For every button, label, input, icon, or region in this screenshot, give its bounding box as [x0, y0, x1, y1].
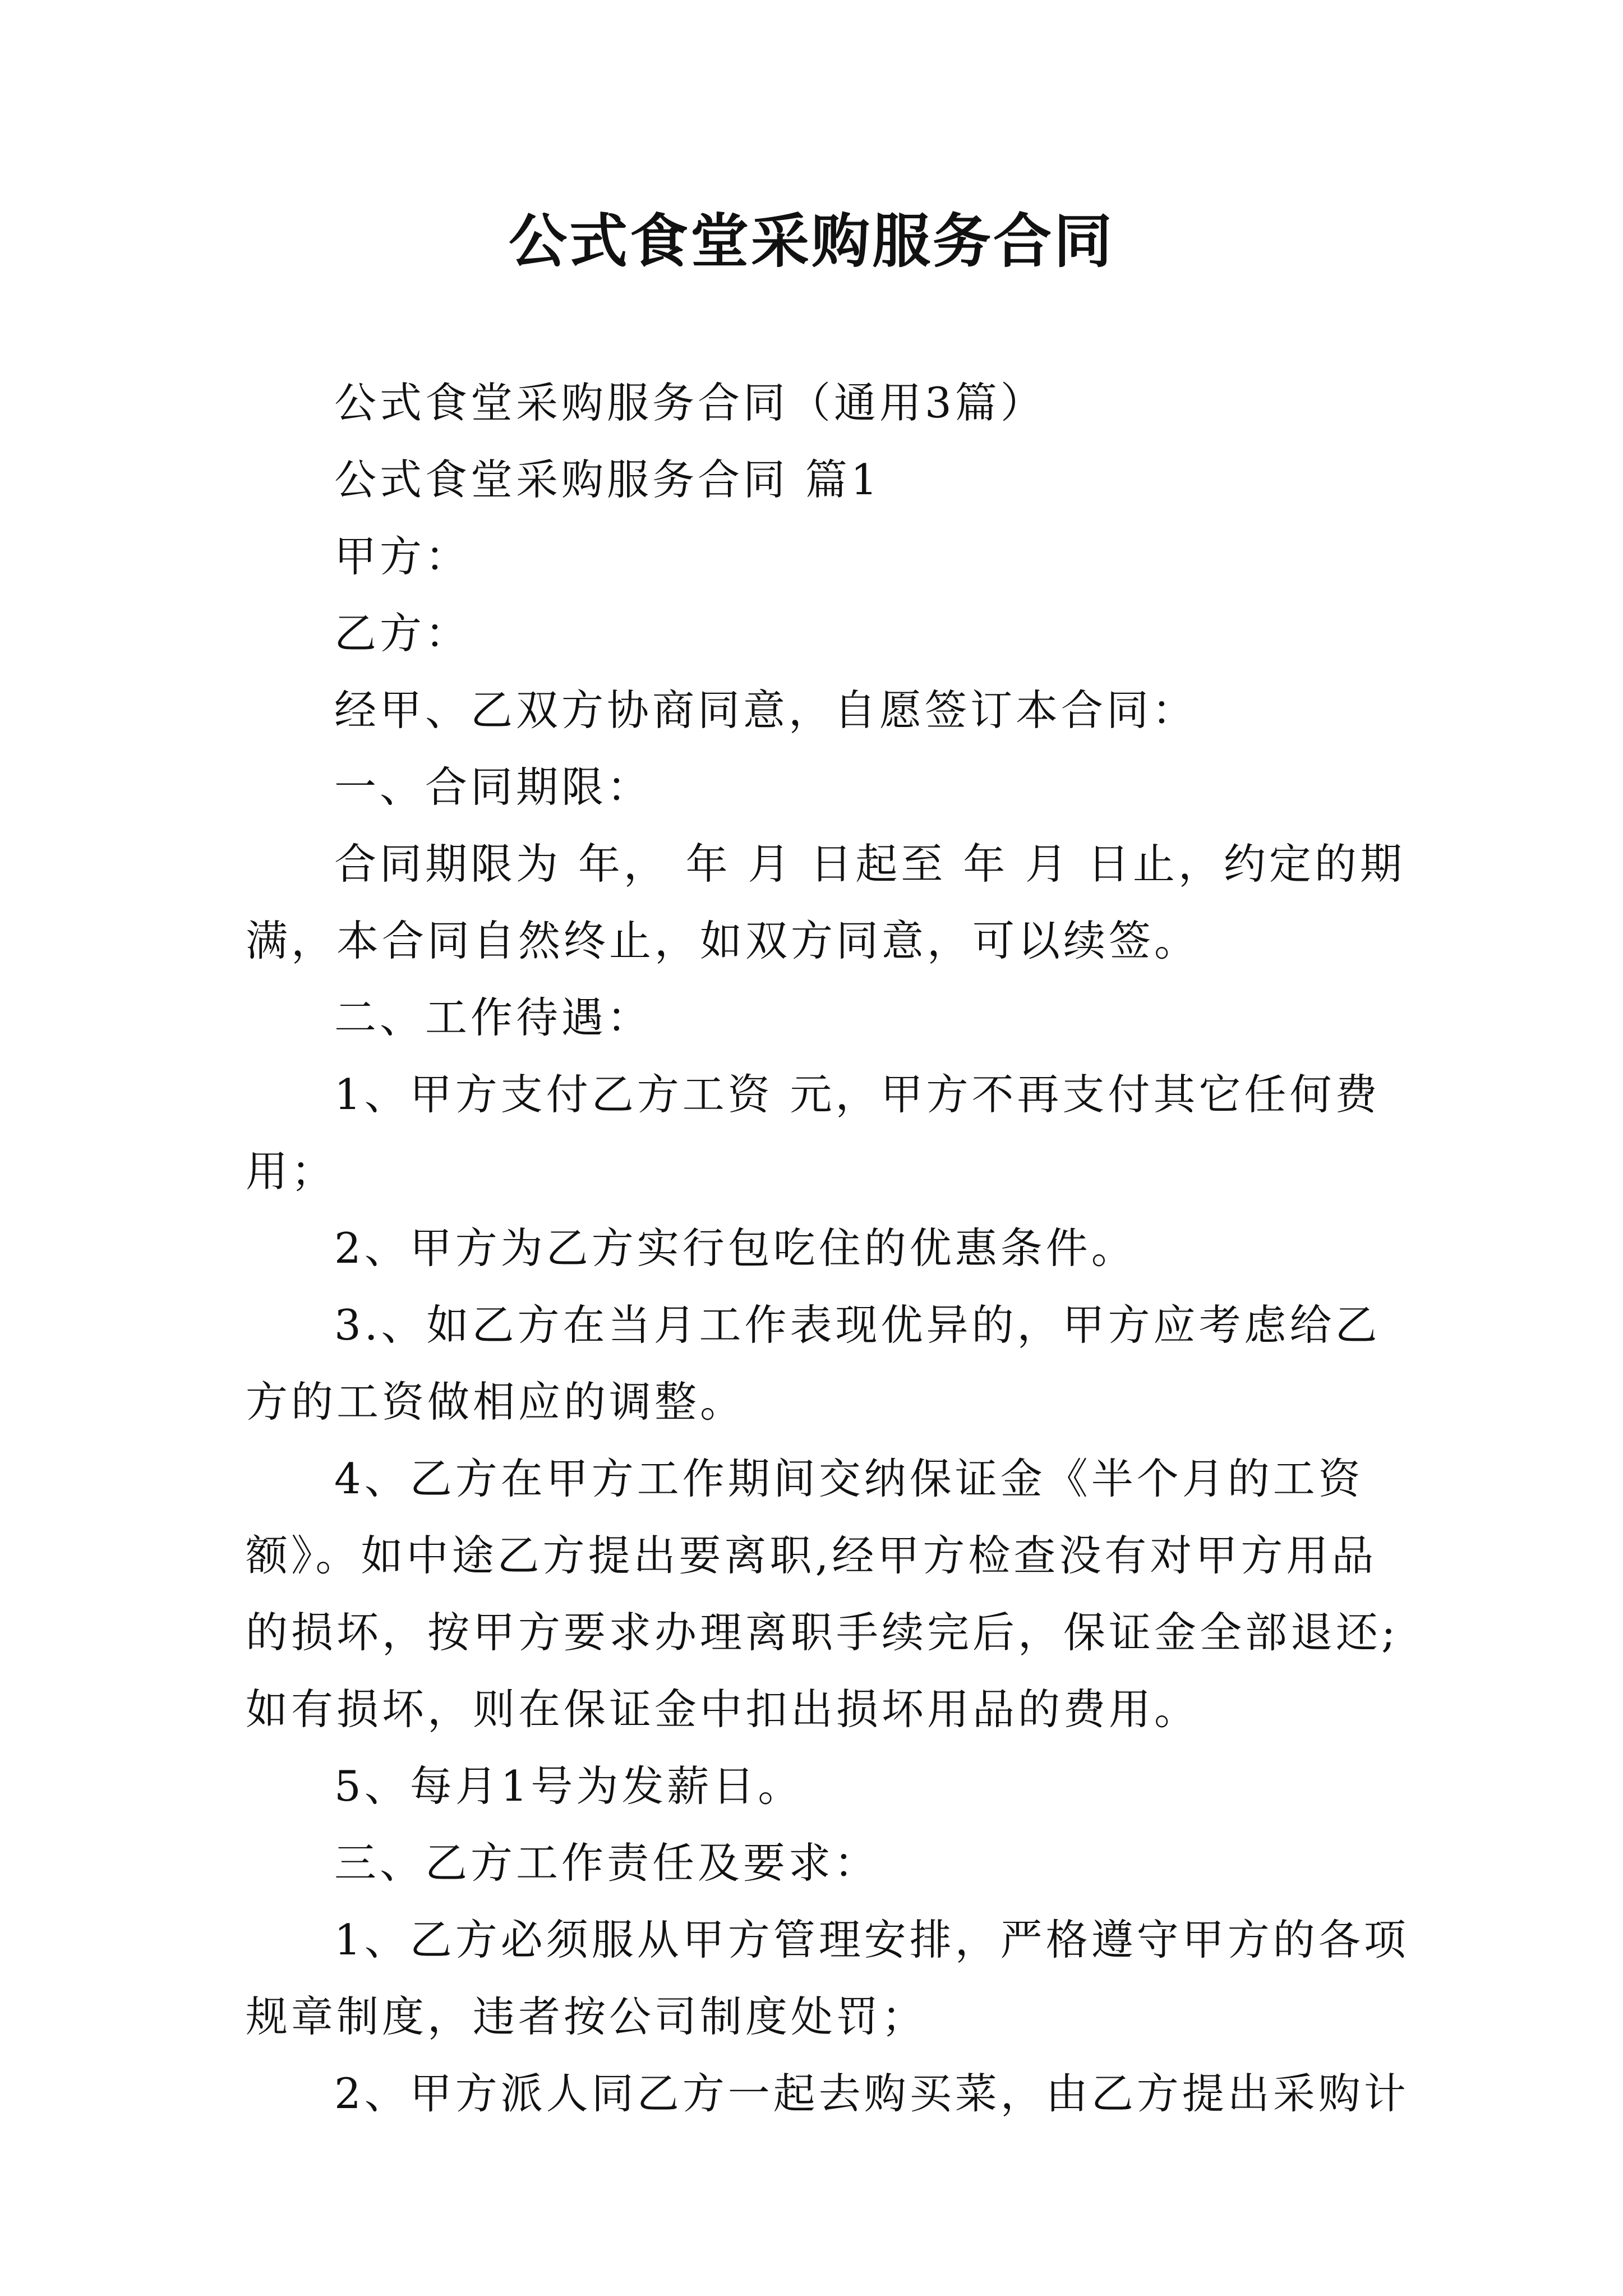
paragraph: 公式食堂采购服务合同 篇1 — [334, 455, 881, 504]
paragraph: 乙方： — [334, 609, 471, 658]
paragraph: 公式食堂采购服务合同（通用3篇） — [334, 378, 1046, 427]
paragraph: 一、合同期限： — [334, 762, 653, 812]
document-body — [246, 365, 1412, 2132]
paragraph: 4、乙方在甲方工作期间交纳保证金《半个月的工资额》。如中途乙方提出要离职,经甲方检查没有对甲方用品的损坏，按甲方要求办理离职手续完后，保证金全部退还;如有损坏，则在保证金中扣出损坏用品的费用。 — [246, 1454, 1399, 1734]
paragraph: 1、乙方必须服从甲方管理安排，严格遵守甲方的各项规章制度，违者按公司制度处罚； — [246, 1915, 1409, 2041]
paragraph: 三、乙方工作责任及要求： — [334, 1838, 880, 1888]
paragraph: 2、甲方为乙方实行包吃住的优惠条件。 — [334, 1223, 1137, 1273]
paragraph: 1、甲方支付乙方工资 元，甲方不再支付其它任何费用； — [246, 1070, 1381, 1196]
document-title: 公式食堂采购服务合同 — [508, 206, 1114, 275]
paragraph: 二、工作待遇： — [334, 993, 653, 1042]
paragraph: 5、每月1号为发薪日。 — [334, 1761, 804, 1811]
paragraph: 甲方： — [334, 532, 471, 581]
paragraph: 经甲、乙双方协商同意，自愿签订本合同： — [334, 685, 1198, 735]
paragraph: 3.、如乙方在当月工作表现优异的，甲方应考虑给乙方的工资做相应的调整。 — [246, 1300, 1381, 1427]
paragraph: 2、甲方派人同乙方一起去购买菜，由乙方提出采购计 — [334, 2069, 1409, 2118]
paragraph: 合同期限为 年， 年 月 日起至 年 月 日止，约定的期满，本合同自然终止，如双方同意，可以续签。 — [246, 839, 1405, 965]
